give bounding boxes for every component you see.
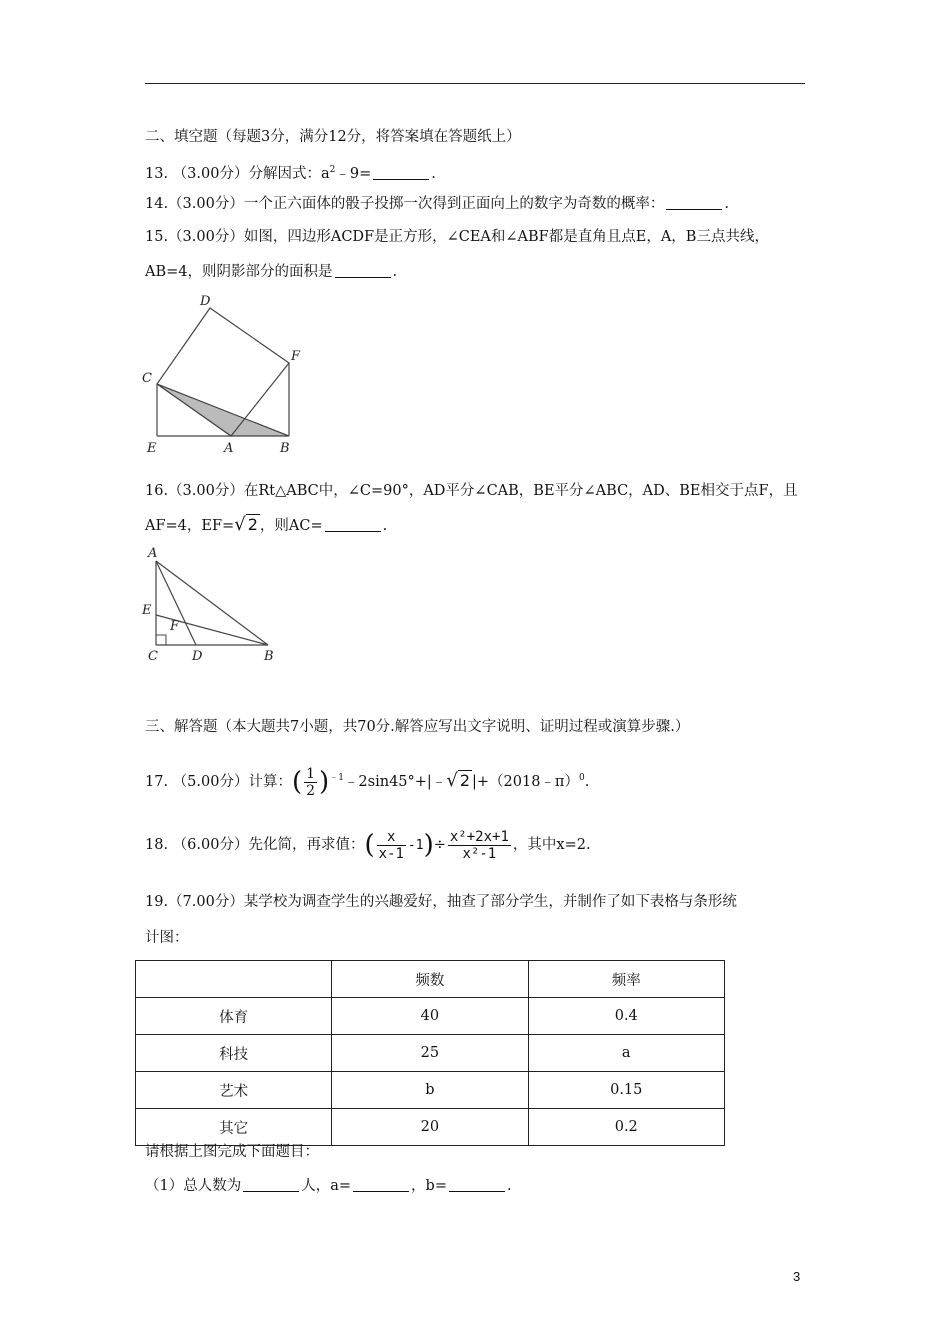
sqrt-expression: √ 2 — [446, 770, 470, 791]
fraction-polynomial: $\frac{\text{x²+2x+1}}{\text{x²-1}}$ — [449, 828, 509, 862]
sqrt-expression: √ 2 — [234, 514, 258, 535]
figure-q15 — [140, 290, 310, 460]
label-d: D — [200, 294, 211, 309]
question-15-line1: 15.（3.00分）如图，四边形ACDF是正方形，∠CEA和∠ABF都是直角且点E，A，B三点共线， — [145, 229, 769, 245]
question-17: 17. （5.00分）计算：( $\frac{1}{2}$ )$^{﹣1}$﹣2sin45°+|﹣√ 2 |+（2018﹣π）$^0$. — [145, 758, 589, 802]
answer-blank[interactable] — [325, 517, 381, 532]
label-f: F — [291, 349, 301, 364]
question-19-sub1: （1）总人数为 人，a= ，b= . — [145, 1178, 512, 1194]
question-13: 13. （3.00分）分解因式：$a^2﹣9=$ . — [145, 165, 436, 182]
answer-blank-total[interactable] — [243, 1177, 299, 1192]
answer-blank[interactable] — [373, 165, 429, 180]
answer-blank-b[interactable] — [449, 1177, 505, 1192]
label-a: A — [148, 546, 158, 561]
label-a: A — [224, 441, 234, 456]
question-16-line1: 16.（3.00分）在Rt△ABC中，∠C=90°，AD平分∠CAB，BE平分∠ABC，AD、BE相交于点F，且 — [145, 483, 798, 499]
fraction-x-over-x-minus-1: $\frac{x}{x-1}$ — [378, 828, 404, 862]
label-f: F — [170, 619, 180, 634]
label-e: E — [142, 603, 152, 618]
question-15-line2: AB=4，则阴影部分的面积是 . — [145, 264, 398, 280]
label-b: B — [264, 649, 274, 664]
table-row: 艺术 b 0.15 — [136, 1072, 725, 1109]
right-angle-mark — [156, 635, 166, 645]
section3-heading: 三、解答题（本大题共7小题，共70分.解答应写出文字说明、证明过程或演算步骤.） — [145, 719, 690, 735]
label-c: C — [148, 649, 158, 664]
fraction-one-half: $\frac{1}{2}$ — [306, 765, 316, 799]
question-19-line1: 19.（7.00分）某学校为调查学生的兴趣爱好，抽查了部分学生，并制作了如下表格与条形统 — [145, 894, 737, 910]
figure-q16 — [140, 543, 290, 668]
section2-heading: 二、填空题（每题3分，满分12分，将答案填在答题纸上） — [145, 129, 521, 145]
label-c: C — [142, 371, 152, 386]
header-rule — [145, 83, 805, 84]
table-row: 科技 25 a — [136, 1035, 725, 1072]
table-row: 其它 20 0.2 — [136, 1109, 725, 1146]
question-19-instruction: 请根据上图完成下面题目： — [145, 1144, 319, 1160]
question-16-line2: AF=4，EF=√ 2 ，则AC= . — [145, 514, 388, 535]
table-header-row: 频数 频率 — [136, 961, 725, 998]
table-row: 体育 40 0.4 — [136, 998, 725, 1035]
question-14: 14.（3.00分）一个正六面体的骰子投掷一次得到正面向上的数字为奇数的概率： . — [145, 196, 729, 212]
answer-blank-a[interactable] — [353, 1177, 409, 1192]
answer-blank[interactable] — [335, 263, 391, 278]
question-18: 18. （6.00分）先化简，再求值：( $\frac{x}{x-1}$ -1)÷ $\frac{\text{x²+2x+1}}{\text{x²-1}}$ ，其中x=2. — [145, 828, 591, 862]
answer-blank[interactable] — [666, 195, 722, 210]
label-b: B — [280, 441, 290, 456]
page-number: 3 — [793, 1269, 801, 1284]
label-e: E — [147, 441, 157, 456]
frequency-table — [135, 960, 725, 1146]
label-d: D — [192, 649, 203, 664]
question-19-line2: 计图： — [145, 930, 189, 946]
